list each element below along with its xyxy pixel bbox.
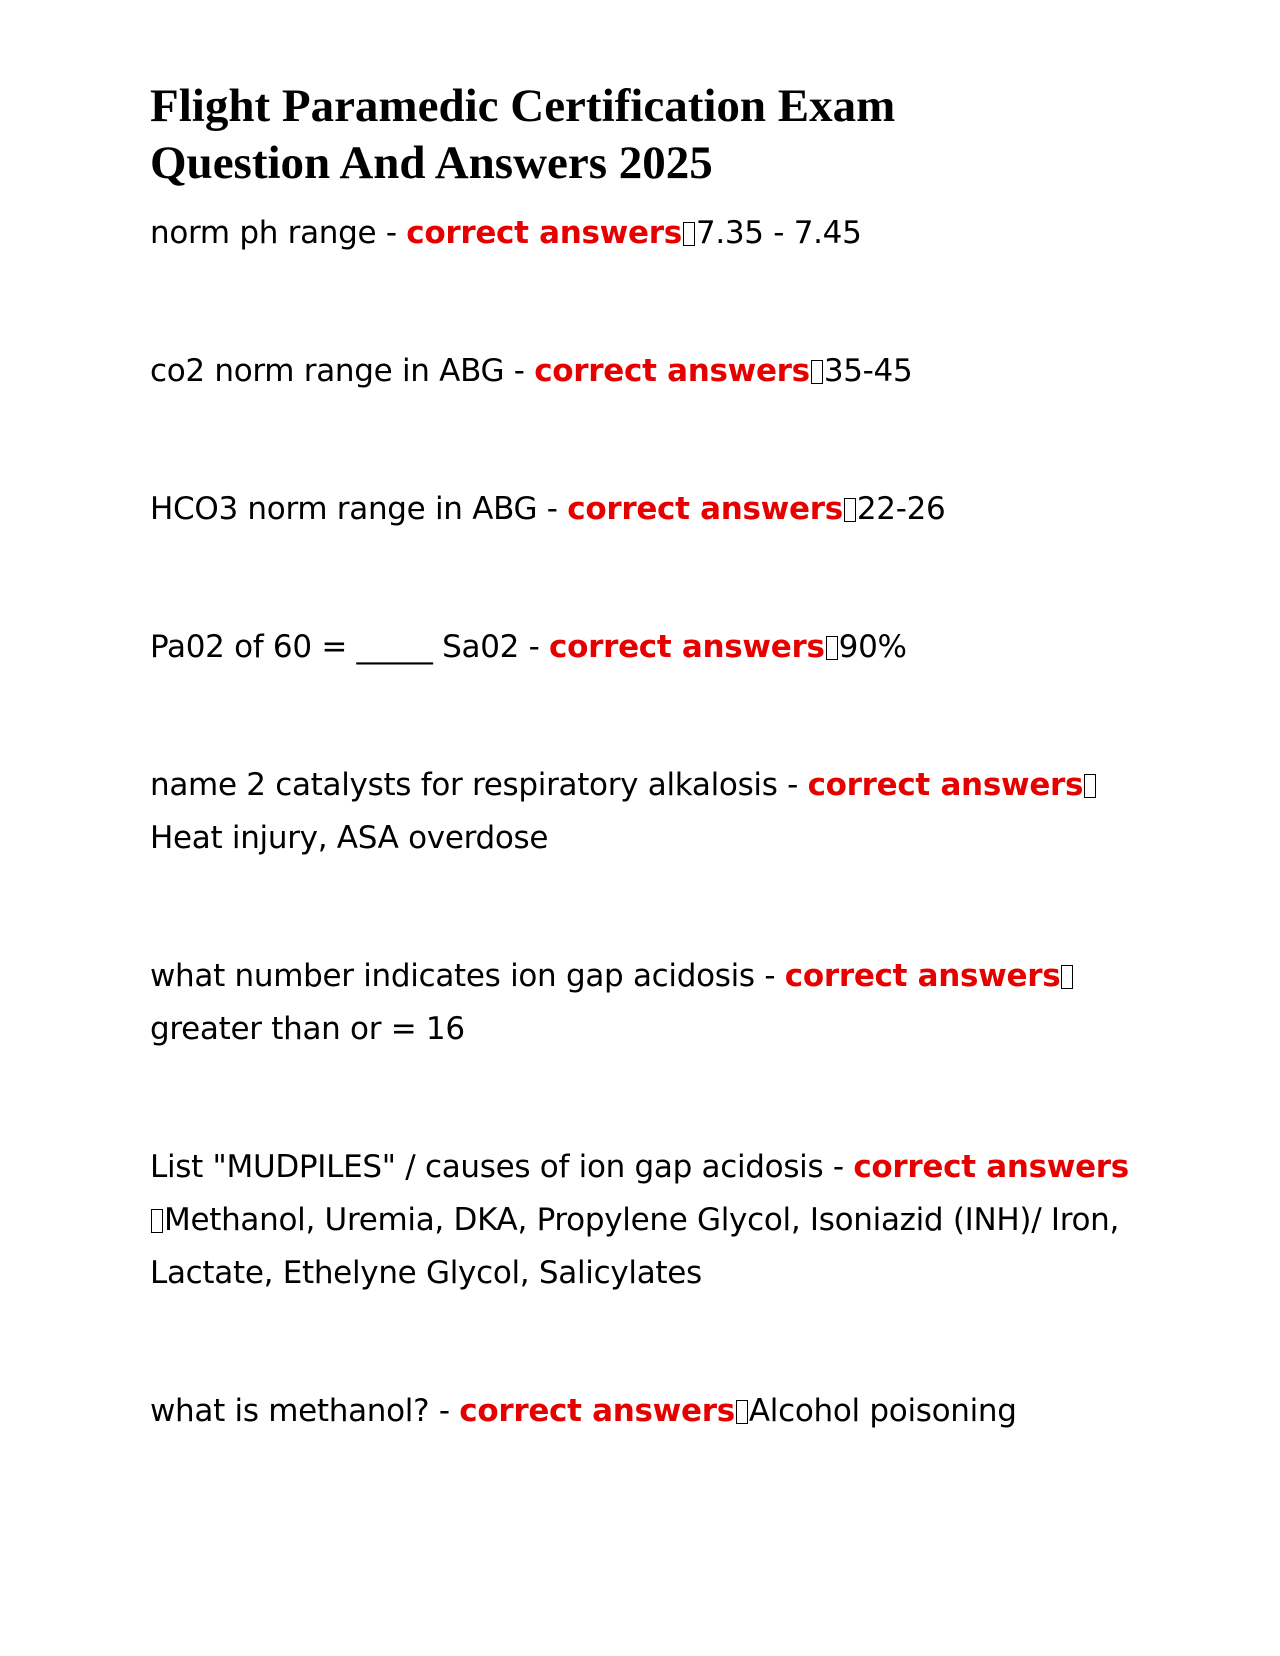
answer-label: correct answers [807,767,1084,803]
answer-text: 35-45 [823,353,913,389]
question-text: co2 norm range in ABG - [150,353,535,389]
question-text: norm ph range - [150,215,407,251]
answer-text: Methanol, Uremia, DKA, Propylene Glycol, Isoniazid (INH)/ Iron, Lactate, Ethelyne Glycol, Salicylates [150,1202,1120,1291]
missing-glyph-box-icon [1061,965,1073,989]
missing-glyph-box-icon [151,1209,163,1233]
answer-label: correct answers [406,215,682,251]
qa-item [150,950,1130,1056]
title-line-1: Flight Paramedic Certification Exam [150,80,896,132]
missing-glyph-box-icon [1084,774,1096,798]
qa-item [150,483,1130,536]
answer-text: greater than or = 16 [150,1011,465,1047]
title-line-2: Question And Answers 2025 [150,137,713,189]
missing-glyph-box-icon [826,636,838,660]
answer-text: Heat injury, ASA overdose [150,820,549,856]
question-text: name 2 catalysts for respiratory alkalosis - [150,767,808,803]
qa-item [150,621,1130,674]
question-text: what number indicates ion gap acidosis - [150,958,785,994]
document-page [150,78,1130,1523]
answer-label: correct answers [459,1393,735,1429]
answer-label: correct answers [567,491,843,527]
answer-text: Alcohol poisoning [748,1393,1017,1429]
qa-item [150,759,1130,865]
answer-text: 7.35 - 7.45 [695,215,862,251]
answer-text: 22-26 [856,491,946,527]
document-title [150,78,1130,192]
answer-label: correct answers [784,958,1061,994]
qa-list [150,207,1130,1438]
answer-label: correct answers [549,629,825,665]
answer-text: 90% [838,629,907,665]
qa-item [150,1385,1130,1438]
qa-item [150,345,1130,398]
qa-item [150,207,1130,260]
missing-glyph-box-icon [844,498,856,522]
answer-label: correct answers [853,1149,1129,1185]
qa-item [150,1141,1130,1300]
question-text: HCO3 norm range in ABG - [150,491,568,527]
question-text: List "MUDPILES" / causes of ion gap acidosis - [150,1149,854,1185]
answer-label: correct answers [534,353,810,389]
missing-glyph-box-icon [683,222,695,246]
question-text: what is methanol? - [150,1393,460,1429]
missing-glyph-box-icon [811,360,823,384]
question-text: Pa02 of 60 = _____ Sa02 - [150,629,550,665]
missing-glyph-box-icon [736,1400,748,1424]
